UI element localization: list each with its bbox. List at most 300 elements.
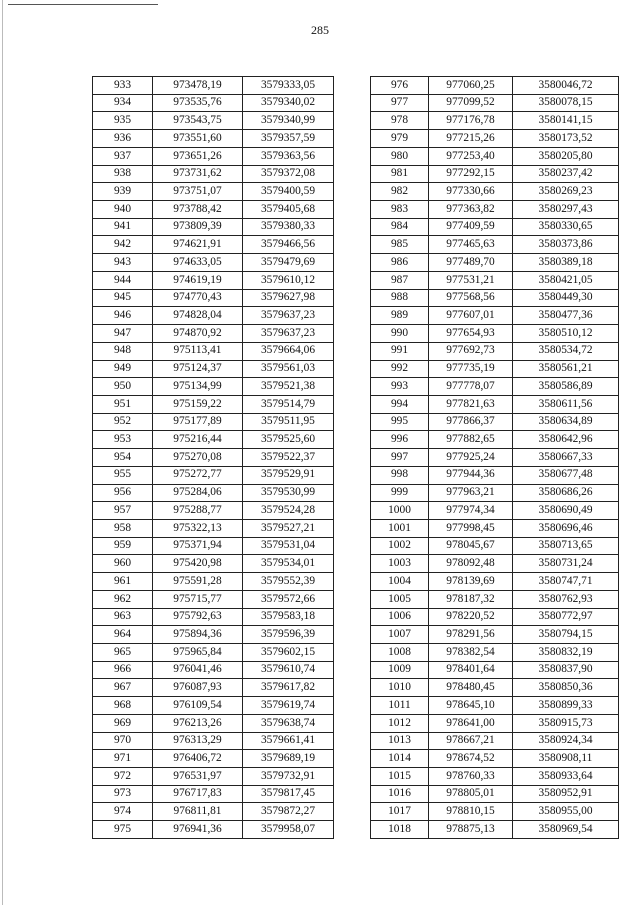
point-number-cell: 973 — [93, 785, 153, 803]
x-coordinate-cell: 976313,29 — [153, 732, 243, 750]
point-number-cell: 1008 — [371, 644, 429, 662]
y-coordinate-cell: 3580933,64 — [513, 768, 619, 786]
y-coordinate-cell: 3580696,46 — [513, 519, 619, 537]
x-coordinate-cell: 978875,13 — [429, 821, 513, 839]
point-number-cell: 992 — [371, 360, 429, 378]
point-number-cell: 994 — [371, 395, 429, 413]
point-number-cell: 935 — [93, 112, 153, 130]
point-number-cell: 946 — [93, 307, 153, 325]
y-coordinate-cell: 3579531,04 — [243, 537, 334, 555]
y-coordinate-cell: 3580899,33 — [513, 697, 619, 715]
y-coordinate-cell: 3580832,19 — [513, 644, 619, 662]
x-coordinate-cell: 975894,36 — [153, 626, 243, 644]
table-row — [371, 271, 619, 289]
x-coordinate-cell: 975159,22 — [153, 395, 243, 413]
table-row — [371, 395, 619, 413]
table-row — [93, 679, 334, 697]
table-row — [93, 803, 334, 821]
x-coordinate-cell: 978645,10 — [429, 697, 513, 715]
point-number-cell: 955 — [93, 466, 153, 484]
y-coordinate-cell: 3579732,91 — [243, 768, 334, 786]
x-coordinate-cell: 976941,36 — [153, 821, 243, 839]
y-coordinate-cell: 3579530,99 — [243, 484, 334, 502]
y-coordinate-cell: 3579525,60 — [243, 431, 334, 449]
x-coordinate-cell: 974770,43 — [153, 289, 243, 307]
x-coordinate-cell: 975270,08 — [153, 449, 243, 467]
table-row — [371, 573, 619, 591]
table-row — [93, 307, 334, 325]
x-coordinate-cell: 973478,19 — [153, 77, 243, 95]
table-row — [371, 785, 619, 803]
y-coordinate-cell: 3580586,89 — [513, 378, 619, 396]
point-number-cell: 969 — [93, 714, 153, 732]
x-coordinate-cell: 977253,40 — [429, 147, 513, 165]
x-coordinate-cell: 973535,76 — [153, 94, 243, 112]
point-number-cell: 952 — [93, 413, 153, 431]
point-number-cell: 1012 — [371, 714, 429, 732]
table-row — [371, 697, 619, 715]
table-row — [371, 378, 619, 396]
coordinates-table-left — [92, 76, 334, 839]
y-coordinate-cell: 3580731,24 — [513, 555, 619, 573]
point-number-cell: 971 — [93, 750, 153, 768]
x-coordinate-cell: 977409,59 — [429, 218, 513, 236]
x-coordinate-cell: 975272,77 — [153, 466, 243, 484]
x-coordinate-cell: 977692,73 — [429, 342, 513, 360]
table-row — [93, 342, 334, 360]
y-coordinate-cell: 3579552,39 — [243, 573, 334, 591]
y-coordinate-cell: 3580690,49 — [513, 502, 619, 520]
point-number-cell: 983 — [371, 201, 429, 219]
y-coordinate-cell: 3579357,59 — [243, 130, 334, 148]
y-coordinate-cell: 3579340,02 — [243, 94, 334, 112]
y-coordinate-cell: 3580449,30 — [513, 289, 619, 307]
table-row — [371, 307, 619, 325]
y-coordinate-cell: 3580510,12 — [513, 325, 619, 343]
y-coordinate-cell: 3579583,18 — [243, 608, 334, 626]
x-coordinate-cell: 976811,81 — [153, 803, 243, 821]
table-row — [371, 803, 619, 821]
table-row — [93, 449, 334, 467]
y-coordinate-cell: 3580642,96 — [513, 431, 619, 449]
x-coordinate-cell: 974619,19 — [153, 271, 243, 289]
table-row — [93, 466, 334, 484]
point-number-cell: 943 — [93, 254, 153, 272]
x-coordinate-cell: 977821,63 — [429, 395, 513, 413]
y-coordinate-cell: 3580837,90 — [513, 661, 619, 679]
table-row — [371, 466, 619, 484]
point-number-cell: 936 — [93, 130, 153, 148]
y-coordinate-cell: 3579872,27 — [243, 803, 334, 821]
table-row — [371, 661, 619, 679]
table-row — [371, 431, 619, 449]
y-coordinate-cell: 3580477,36 — [513, 307, 619, 325]
table-row — [93, 750, 334, 768]
x-coordinate-cell: 973651,26 — [153, 147, 243, 165]
x-coordinate-cell: 976531,97 — [153, 768, 243, 786]
y-coordinate-cell: 3580078,15 — [513, 94, 619, 112]
table-row — [371, 77, 619, 95]
x-coordinate-cell: 975792,63 — [153, 608, 243, 626]
point-number-cell: 949 — [93, 360, 153, 378]
point-number-cell: 997 — [371, 449, 429, 467]
y-coordinate-cell: 3579372,08 — [243, 165, 334, 183]
x-coordinate-cell: 977735,19 — [429, 360, 513, 378]
table-row — [93, 130, 334, 148]
point-number-cell: 966 — [93, 661, 153, 679]
point-number-cell: 934 — [93, 94, 153, 112]
point-number-cell: 1004 — [371, 573, 429, 591]
table-row — [371, 537, 619, 555]
point-number-cell: 944 — [93, 271, 153, 289]
x-coordinate-cell: 978401,64 — [429, 661, 513, 679]
point-number-cell: 990 — [371, 325, 429, 343]
y-coordinate-cell: 3579524,28 — [243, 502, 334, 520]
x-coordinate-cell: 975134,99 — [153, 378, 243, 396]
table-row — [93, 165, 334, 183]
point-number-cell: 995 — [371, 413, 429, 431]
point-number-cell: 975 — [93, 821, 153, 839]
point-number-cell: 998 — [371, 466, 429, 484]
table-row — [93, 537, 334, 555]
x-coordinate-cell: 976717,83 — [153, 785, 243, 803]
x-coordinate-cell: 977215,26 — [429, 130, 513, 148]
point-number-cell: 999 — [371, 484, 429, 502]
y-coordinate-cell: 3580915,73 — [513, 714, 619, 732]
x-coordinate-cell: 978760,33 — [429, 768, 513, 786]
y-coordinate-cell: 3579664,06 — [243, 342, 334, 360]
point-number-cell: 962 — [93, 590, 153, 608]
y-coordinate-cell: 3580634,89 — [513, 413, 619, 431]
y-coordinate-cell: 3579637,23 — [243, 307, 334, 325]
point-number-cell: 1005 — [371, 590, 429, 608]
point-number-cell: 965 — [93, 644, 153, 662]
y-coordinate-cell: 3579534,01 — [243, 555, 334, 573]
table-row — [371, 821, 619, 839]
point-number-cell: 942 — [93, 236, 153, 254]
y-coordinate-cell: 3580611,56 — [513, 395, 619, 413]
y-coordinate-cell: 3579610,74 — [243, 661, 334, 679]
table-row — [371, 626, 619, 644]
y-coordinate-cell: 3579817,45 — [243, 785, 334, 803]
table-row — [93, 644, 334, 662]
x-coordinate-cell: 975965,84 — [153, 644, 243, 662]
table-row — [93, 732, 334, 750]
x-coordinate-cell: 978667,21 — [429, 732, 513, 750]
x-coordinate-cell: 975288,77 — [153, 502, 243, 520]
table-row — [371, 449, 619, 467]
point-number-cell: 954 — [93, 449, 153, 467]
table-row — [93, 785, 334, 803]
point-number-cell: 950 — [93, 378, 153, 396]
y-coordinate-cell: 3579363,56 — [243, 147, 334, 165]
x-coordinate-cell: 977974,34 — [429, 502, 513, 520]
y-coordinate-cell: 3580373,86 — [513, 236, 619, 254]
point-number-cell: 961 — [93, 573, 153, 591]
point-number-cell: 967 — [93, 679, 153, 697]
table-row — [93, 519, 334, 537]
table-row — [93, 821, 334, 839]
table-row — [371, 183, 619, 201]
table-row — [93, 697, 334, 715]
table-row — [371, 714, 619, 732]
table-row — [93, 768, 334, 786]
x-coordinate-cell: 975591,28 — [153, 573, 243, 591]
point-number-cell: 939 — [93, 183, 153, 201]
x-coordinate-cell: 976041,46 — [153, 661, 243, 679]
table-row — [93, 590, 334, 608]
x-coordinate-cell: 977607,01 — [429, 307, 513, 325]
table-row — [371, 201, 619, 219]
point-number-cell: 959 — [93, 537, 153, 555]
y-coordinate-cell: 3579958,07 — [243, 821, 334, 839]
y-coordinate-cell: 3580686,26 — [513, 484, 619, 502]
y-coordinate-cell: 3579638,74 — [243, 714, 334, 732]
x-coordinate-cell: 975715,77 — [153, 590, 243, 608]
table-row — [371, 218, 619, 236]
table-row — [371, 413, 619, 431]
x-coordinate-cell: 976213,26 — [153, 714, 243, 732]
y-coordinate-cell: 3579400,59 — [243, 183, 334, 201]
x-coordinate-cell: 978291,56 — [429, 626, 513, 644]
table-row — [371, 484, 619, 502]
y-coordinate-cell: 3580677,48 — [513, 466, 619, 484]
x-coordinate-cell: 975177,89 — [153, 413, 243, 431]
point-number-cell: 960 — [93, 555, 153, 573]
point-number-cell: 980 — [371, 147, 429, 165]
x-coordinate-cell: 977330,66 — [429, 183, 513, 201]
point-number-cell: 993 — [371, 378, 429, 396]
table-row — [93, 395, 334, 413]
y-coordinate-cell: 3580561,21 — [513, 360, 619, 378]
point-number-cell: 953 — [93, 431, 153, 449]
x-coordinate-cell: 973731,62 — [153, 165, 243, 183]
x-coordinate-cell: 975113,41 — [153, 342, 243, 360]
y-coordinate-cell: 3580421,05 — [513, 271, 619, 289]
y-coordinate-cell: 3580850,36 — [513, 679, 619, 697]
point-number-cell: 977 — [371, 94, 429, 112]
table-row — [371, 254, 619, 272]
table-row — [93, 626, 334, 644]
point-number-cell: 1013 — [371, 732, 429, 750]
x-coordinate-cell: 977176,78 — [429, 112, 513, 130]
x-coordinate-cell: 978187,32 — [429, 590, 513, 608]
x-coordinate-cell: 977465,63 — [429, 236, 513, 254]
table-row — [371, 94, 619, 112]
x-coordinate-cell: 975420,98 — [153, 555, 243, 573]
point-number-cell: 964 — [93, 626, 153, 644]
table-row — [93, 608, 334, 626]
y-coordinate-cell: 3579529,91 — [243, 466, 334, 484]
x-coordinate-cell: 975124,37 — [153, 360, 243, 378]
point-number-cell: 1018 — [371, 821, 429, 839]
x-coordinate-cell: 977925,24 — [429, 449, 513, 467]
point-number-cell: 951 — [93, 395, 153, 413]
y-coordinate-cell: 3579521,38 — [243, 378, 334, 396]
x-coordinate-cell: 973788,42 — [153, 201, 243, 219]
point-number-cell: 1010 — [371, 679, 429, 697]
x-coordinate-cell: 977882,65 — [429, 431, 513, 449]
table-row — [371, 644, 619, 662]
y-coordinate-cell: 3580173,52 — [513, 130, 619, 148]
x-coordinate-cell: 973551,60 — [153, 130, 243, 148]
table-row — [93, 573, 334, 591]
table-row — [371, 502, 619, 520]
y-coordinate-cell: 3579479,69 — [243, 254, 334, 272]
table-row — [371, 360, 619, 378]
table-row — [93, 555, 334, 573]
point-number-cell: 996 — [371, 431, 429, 449]
point-number-cell: 1002 — [371, 537, 429, 555]
y-coordinate-cell: 3580534,72 — [513, 342, 619, 360]
x-coordinate-cell: 976109,54 — [153, 697, 243, 715]
point-number-cell: 968 — [93, 697, 153, 715]
y-coordinate-cell: 3579617,82 — [243, 679, 334, 697]
table-row — [93, 289, 334, 307]
table-row — [371, 608, 619, 626]
point-number-cell: 958 — [93, 519, 153, 537]
y-coordinate-cell: 3579340,99 — [243, 112, 334, 130]
table-row — [93, 183, 334, 201]
x-coordinate-cell: 977292,15 — [429, 165, 513, 183]
point-number-cell: 1009 — [371, 661, 429, 679]
x-coordinate-cell: 976406,72 — [153, 750, 243, 768]
coordinates-table-right — [370, 76, 619, 839]
point-number-cell: 1000 — [371, 502, 429, 520]
x-coordinate-cell: 973543,75 — [153, 112, 243, 130]
x-coordinate-cell: 977944,36 — [429, 466, 513, 484]
point-number-cell: 1015 — [371, 768, 429, 786]
point-number-cell: 957 — [93, 502, 153, 520]
y-coordinate-cell: 3580330,65 — [513, 218, 619, 236]
y-coordinate-cell: 3580924,34 — [513, 732, 619, 750]
x-coordinate-cell: 978382,54 — [429, 644, 513, 662]
point-number-cell: 972 — [93, 768, 153, 786]
y-coordinate-cell: 3579522,37 — [243, 449, 334, 467]
y-coordinate-cell: 3580389,18 — [513, 254, 619, 272]
point-number-cell: 948 — [93, 342, 153, 360]
y-coordinate-cell: 3579596,39 — [243, 626, 334, 644]
x-coordinate-cell: 976087,93 — [153, 679, 243, 697]
x-coordinate-cell: 978805,01 — [429, 785, 513, 803]
y-coordinate-cell: 3579561,03 — [243, 360, 334, 378]
y-coordinate-cell: 3580667,33 — [513, 449, 619, 467]
y-coordinate-cell: 3580969,54 — [513, 821, 619, 839]
y-coordinate-cell: 3579527,21 — [243, 519, 334, 537]
point-number-cell: 991 — [371, 342, 429, 360]
y-coordinate-cell: 3579511,95 — [243, 413, 334, 431]
y-coordinate-cell: 3580046,72 — [513, 77, 619, 95]
x-coordinate-cell: 977963,21 — [429, 484, 513, 502]
table-row — [371, 147, 619, 165]
point-number-cell: 988 — [371, 289, 429, 307]
point-number-cell: 947 — [93, 325, 153, 343]
y-coordinate-cell: 3580952,91 — [513, 785, 619, 803]
y-coordinate-cell: 3579619,74 — [243, 697, 334, 715]
table-row — [93, 661, 334, 679]
x-coordinate-cell: 978139,69 — [429, 573, 513, 591]
x-coordinate-cell: 975284,06 — [153, 484, 243, 502]
y-coordinate-cell: 3579661,41 — [243, 732, 334, 750]
table-row — [93, 94, 334, 112]
table-row — [371, 236, 619, 254]
point-number-cell: 941 — [93, 218, 153, 236]
y-coordinate-cell: 3580237,42 — [513, 165, 619, 183]
table-row — [371, 165, 619, 183]
table-row — [93, 502, 334, 520]
point-number-cell: 978 — [371, 112, 429, 130]
x-coordinate-cell: 974621,91 — [153, 236, 243, 254]
point-number-cell: 986 — [371, 254, 429, 272]
x-coordinate-cell: 978220,52 — [429, 608, 513, 626]
x-coordinate-cell: 977531,21 — [429, 271, 513, 289]
table-row — [93, 147, 334, 165]
x-coordinate-cell: 977099,52 — [429, 94, 513, 112]
table-row — [93, 218, 334, 236]
y-coordinate-cell: 3579333,05 — [243, 77, 334, 95]
y-coordinate-cell: 3580141,15 — [513, 112, 619, 130]
y-coordinate-cell: 3580205,80 — [513, 147, 619, 165]
x-coordinate-cell: 978045,67 — [429, 537, 513, 555]
x-coordinate-cell: 977866,37 — [429, 413, 513, 431]
table-row — [371, 732, 619, 750]
point-number-cell: 989 — [371, 307, 429, 325]
table-row — [93, 271, 334, 289]
table-row — [93, 714, 334, 732]
y-coordinate-cell: 3580713,65 — [513, 537, 619, 555]
table-row — [93, 360, 334, 378]
x-coordinate-cell: 974633,05 — [153, 254, 243, 272]
table-row — [93, 236, 334, 254]
table-row — [371, 325, 619, 343]
x-coordinate-cell: 974870,92 — [153, 325, 243, 343]
x-coordinate-cell: 978480,45 — [429, 679, 513, 697]
table-row — [371, 519, 619, 537]
x-coordinate-cell: 978641,00 — [429, 714, 513, 732]
x-coordinate-cell: 974828,04 — [153, 307, 243, 325]
table-row — [93, 431, 334, 449]
table-row — [371, 112, 619, 130]
y-coordinate-cell: 3579380,33 — [243, 218, 334, 236]
table-row — [93, 77, 334, 95]
point-number-cell: 1017 — [371, 803, 429, 821]
point-number-cell: 985 — [371, 236, 429, 254]
x-coordinate-cell: 975216,44 — [153, 431, 243, 449]
x-coordinate-cell: 973809,39 — [153, 218, 243, 236]
point-number-cell: 940 — [93, 201, 153, 219]
y-coordinate-cell: 3579466,56 — [243, 236, 334, 254]
header-rule — [8, 4, 158, 5]
y-coordinate-cell: 3579514,79 — [243, 395, 334, 413]
table-row — [93, 112, 334, 130]
x-coordinate-cell: 977568,56 — [429, 289, 513, 307]
y-coordinate-cell: 3580772,97 — [513, 608, 619, 626]
point-number-cell: 956 — [93, 484, 153, 502]
point-number-cell: 963 — [93, 608, 153, 626]
page-edge-line — [2, 0, 3, 905]
y-coordinate-cell: 3579602,15 — [243, 644, 334, 662]
table-row — [93, 201, 334, 219]
table-row — [371, 555, 619, 573]
point-number-cell: 987 — [371, 271, 429, 289]
point-number-cell: 1001 — [371, 519, 429, 537]
point-number-cell: 933 — [93, 77, 153, 95]
x-coordinate-cell: 977060,25 — [429, 77, 513, 95]
table-row — [371, 750, 619, 768]
y-coordinate-cell: 3579627,98 — [243, 289, 334, 307]
x-coordinate-cell: 977998,45 — [429, 519, 513, 537]
y-coordinate-cell: 3580297,43 — [513, 201, 619, 219]
